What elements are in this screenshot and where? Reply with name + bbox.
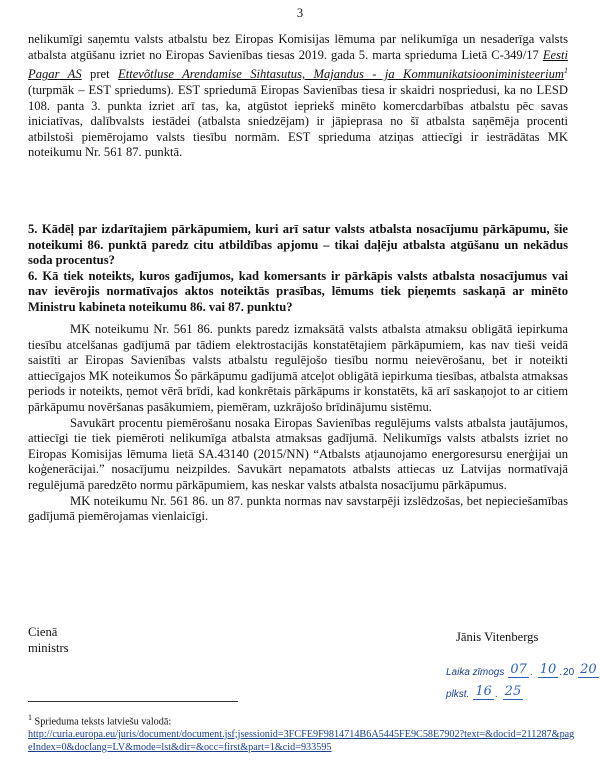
- paragraph-intro: [28, 32, 568, 161]
- stamp-date-row: Laika zīmogs 07 . 10 . 20 20: [446, 662, 597, 678]
- answer-paragraph: MK noteikumu Nr. 561 86. un 87. punkta normas nav savstarpēji izslēdzošas, bet nepieciešamības gadījumā piemērojamas vienlaicīgi.: [28, 493, 568, 524]
- footnote-ref[interactable]: 1: [563, 66, 568, 76]
- stamp-year-prefix: 20: [563, 667, 575, 678]
- page-number: 3: [296, 6, 304, 20]
- party-name-2: Ettevõtluse Arendamise Sihtasutus, Majandus - ja Kommunikatsiooniministeerium: [118, 67, 564, 82]
- footnote-link[interactable]: http://curia.europa.eu/juris/document/document.jsf;jsessionid=3FCFE9F9814714B6A5445FE9C58E7902?text=&docid=211287&pageIndex=0&doclang=LV&mode=lst&dir=&occ=first&part=1&cid=933595: [28, 728, 575, 753]
- stamp-day: 07: [510, 662, 527, 677]
- paragraph-intro-part-a: nelikumīgi saņemtu valsts atbalstu bez Eiropas Komisijas lēmuma par nelikumīga un nesaderīga valsts atbalsta atgūšanu izriet no Eiropas Savienības tiesas 2019. gada 5. marta sprieduma Lietā C-349/17: [28, 32, 568, 62]
- timestamp-stamp: [446, 656, 599, 700]
- paragraph-intro-part-b: pret: [81, 67, 118, 82]
- questions-block: [28, 222, 568, 316]
- answer-block: [28, 322, 568, 525]
- stamp-year: 20: [580, 662, 597, 677]
- closing-greeting: Cienā: [28, 625, 58, 639]
- footnote-divider: [28, 701, 238, 702]
- question-5: 5. Kādēļ par izdarītajiem pārkāpumiem, kuri arī satur valsts atbalsta nosacījumu pārkāpumu, šie noteikumi 86. punktā paredz citu atbildības apjomu – tikai daļēju atbalsta atgūšanu un nekādus soda procentus?: [28, 222, 568, 268]
- footnote-number: 1: [28, 713, 32, 722]
- footnote: [28, 712, 576, 754]
- stamp-hour: 16: [475, 684, 492, 699]
- signer-title: ministrs: [28, 641, 69, 655]
- paragraph-intro-part-c: (turpmāk – EST spriedums). EST spriedumā Eiropas Savienības tiesa ir skaidri nospriedusi, ka no LESD 108. panta 3. punkta izriet arī tas, ka, atgūstot iepriekš minēto komercdarbības atbalstu pēc savas iniciatīvas, dalībvalsts iestādei (atbalsta sniedzējam) ir jāpieprasa no šī atbalsta saņēmēja procenti atbilstoši piemērojamo valsts tiesību normām. EST sprieduma atziņas attiecīgi ir iestrādātas MK noteikumu Nr. 561 87. punktā.: [28, 82, 568, 160]
- signer-name: Jānis Vitenbergs: [456, 630, 539, 644]
- party-name-1: Eesti Pagar AS: [28, 47, 568, 82]
- question-6: 6. Kā tiek noteikts, kuros gadījumos, kad komersants ir pārkāpis valsts atbalsta nosacījumus vai nav ievērojis normatīvajos aktos noteiktās prasības, lēmums tiek pieņemts saskaņā ar minēto Ministru kabineta noteikumu 86. vai 87. punktu?: [28, 268, 568, 314]
- stamp-month: 10: [539, 662, 557, 677]
- answer-paragraph: Savukārt procentu piemērošanu nosaka Eiropas Savienības regulējums valsts atbalsta jautājumos, attiecīgi tie tiek piemēroti nelikumīga atbalsta atmaksas gadījumā. Nelikumīgs valsts atbalsts izriet no Eiropas Komisijas lēmuma lietā SA.43140 (2015/NN) “Atbalsts atjaunojamo energoresursu enerģijai un koģenerācijai.” nosacījumu neizpildes. Savukārt nepamatots atbalsts attiecas uz Latvijas normatīvajā regulējumā paredzēto normu pārkāpumiem, kas neskar valsts atbalsta nosacījumu pārkāpumus.: [28, 415, 568, 492]
- stamp-time-label: Laika zīmogs: [446, 667, 505, 678]
- stamp-minute: 25: [504, 684, 522, 699]
- closing-block: [28, 624, 69, 656]
- stamp-hour-label: plkst.: [446, 689, 470, 700]
- answer-paragraph: MK noteikumu Nr. 561 86. punkts paredz izmaksātā valsts atbalsta atmaksu obligātā iepirkuma tiesību atcelšanas gadījumā par tādiem elektrostacijās konstatētajiem pārkāpumiem, kas nav tieši veidā saistīti ar Eiropas Savienības valsts atbalstu regulējošo tiesību normu neievērošanu, bet ir noteikti attiecīgajos MK noteikumos Šo pārkāpumu gadījumā atceļot obligātā iepirkuma tiesības, atbalsta atmaksas periods ir noteikts, ņemot vērā brīdi, kad konkrētais pārkāpums ir konstatēts, kā arī saskaņojot to ar citiem pārkāpumu novēršanas pasākumiem, piemēram, uzkrājošo brīdinājumu sistēmu.: [28, 322, 568, 414]
- footnote-text: Sprieduma teksts latviešu valodā:: [34, 716, 172, 728]
- stamp-time-row: plkst. 16 . 25: [446, 684, 522, 700]
